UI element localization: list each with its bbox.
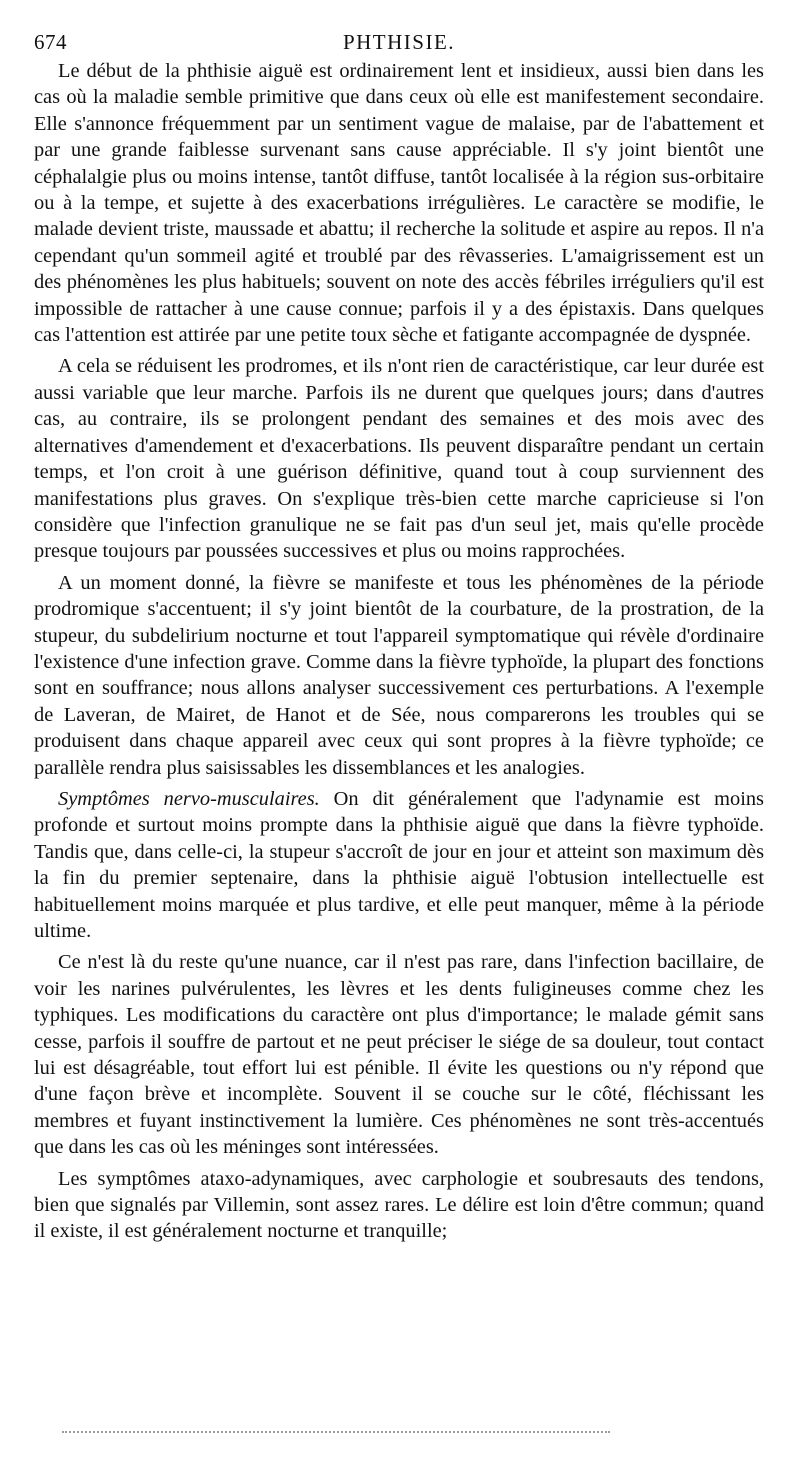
paragraph <box>34 58 764 348</box>
paragraph <box>34 949 764 1160</box>
paragraph-text: Ce n'est là du reste qu'une nuance, car il n'est pas rare, dans l'infection bacillaire, de voir les narines pulvérulentes, les lèvres et les dents fuligineuses comme chez les typhiques. Les modifications du caractère ont plus d'importance; le malade gémit sans cesse, parfois il souffre de partout et ne peut préciser le siége de sa douleur, tout contact lui est désagréable, tout effort lui est pénible. Il évite les questions ou n'y répond que d'une façon brève et incomplète. Souvent il se couche sur le côté, fléchissant les membres et fuyant instinctivement la lumière. Ces phénomènes ne sont très-accentués que dans les cas où les méninges sont intéressées. <box>34 951 764 1159</box>
paragraph <box>34 1166 764 1245</box>
paragraph-text: Le début de la phthisie aiguë est ordinairement lent et insidieux, aussi bien dans les cas où la maladie semble primitive que dans ceux où elle est manifestement secondaire. Elle s'annonce fréquemment par un sentiment vague de malaise, par de l'abattement et par une grande faiblesse survenant sans cause appréciable. Il s'y joint bientôt une céphalalgie plus ou moins intense, tantôt diffuse, tantôt localisée à la région sus-orbitaire ou à la tempe, et sujette à des exacerbations irrégulières. Le caractère se modifie, le malade devient triste, maussade et abattu; il recherche la solitude et aspire au repos. Il n'a cependant qu'un sommeil agité et troublé par des rêvasseries. L'amaigrissement est un des phénomènes les plus habituels; souvent on note des accès fébriles irréguliers qu'il est impossible de rattacher à une cause connue; parfois il y a des épistaxis. Dans quelques cas l'attention est attirée par une petite toux sèche et fatigante accompagnée de dyspnée. <box>34 60 764 347</box>
body-text <box>34 58 764 1245</box>
paragraph <box>34 786 764 944</box>
paragraph-text: Les symptômes ataxo-adynamiques, avec carphologie et soubresauts des tendons, bien que signalés par Villemin, sont assez rares. Le délire est loin d'être commun; quand il existe, il est généralement nocturne et tranquille; <box>34 1167 764 1243</box>
paragraph <box>34 353 764 564</box>
paragraph-text: A un moment donné, la fièvre se manifeste et tous les phénomènes de la période prodromique s'accentuent; il s'y joint bientôt de la courbature, de la prostration, de la stupeur, du subdelirium nocturne et tout l'appareil symptomatique qui révèle d'ordinaire l'existence d'une infection grave. Comme dans la fièvre typhoïde, la plupart des fonctions sont en souffrance; nous allons analyser successivement ces perturbations. A l'exemple de Laveran, de Mairet, de Hanot et de Sée, nous comparerons les troubles qui se produisent dans chaque appareil avec ceux qui sont propres à la fièvre typhoïde; ce parallèle rendra plus saisissables les dissemblances et les analogies. <box>34 571 764 779</box>
section-heading: Symptômes nervo-musculaires. <box>58 787 320 810</box>
running-title: PHTHISIE. <box>342 30 456 54</box>
bottom-dotted-rule <box>62 1431 610 1433</box>
paragraph <box>34 570 764 781</box>
book-page <box>34 24 764 1245</box>
paragraph-text: On dit généralement que l'adynamie est moins profonde et surtout moins prompte dans la phthisie aiguë que dans la fièvre typhoïde. Tandis que, dans celle-ci, la stupeur s'accroît de jour en jour et atteint son maximum dès la fin du premier septenaire, dans la phthisie aiguë l'obtusion intellectuelle est habituellement moins marquée et plus tardive, et elle peut manquer, même à la période ultime. <box>34 787 764 942</box>
paragraph-text: A cela se réduisent les prodromes, et ils n'ont rien de caractéristique, car leur durée est aussi variable que leur marche. Parfois ils ne durent que quelques jours; dans d'autres cas, au contraire, ils se prolongent pendant des semaines et des mois avec des alternatives d'amendement et d'exacerbations. Ils peuvent disparaître pendant un certain temps, et l'on croit à une guérison définitive, quand tout à coup surviennent des manifestations plus graves. On s'explique très-bien cette marche capricieuse si l'on considère que l'infection granulique ne se fait pas d'un seul jet, mais qu'elle procède presque toujours par poussées successives et plus ou moins rapprochées. <box>34 355 764 563</box>
page-header <box>34 24 764 58</box>
page-number: 674 <box>34 30 67 54</box>
